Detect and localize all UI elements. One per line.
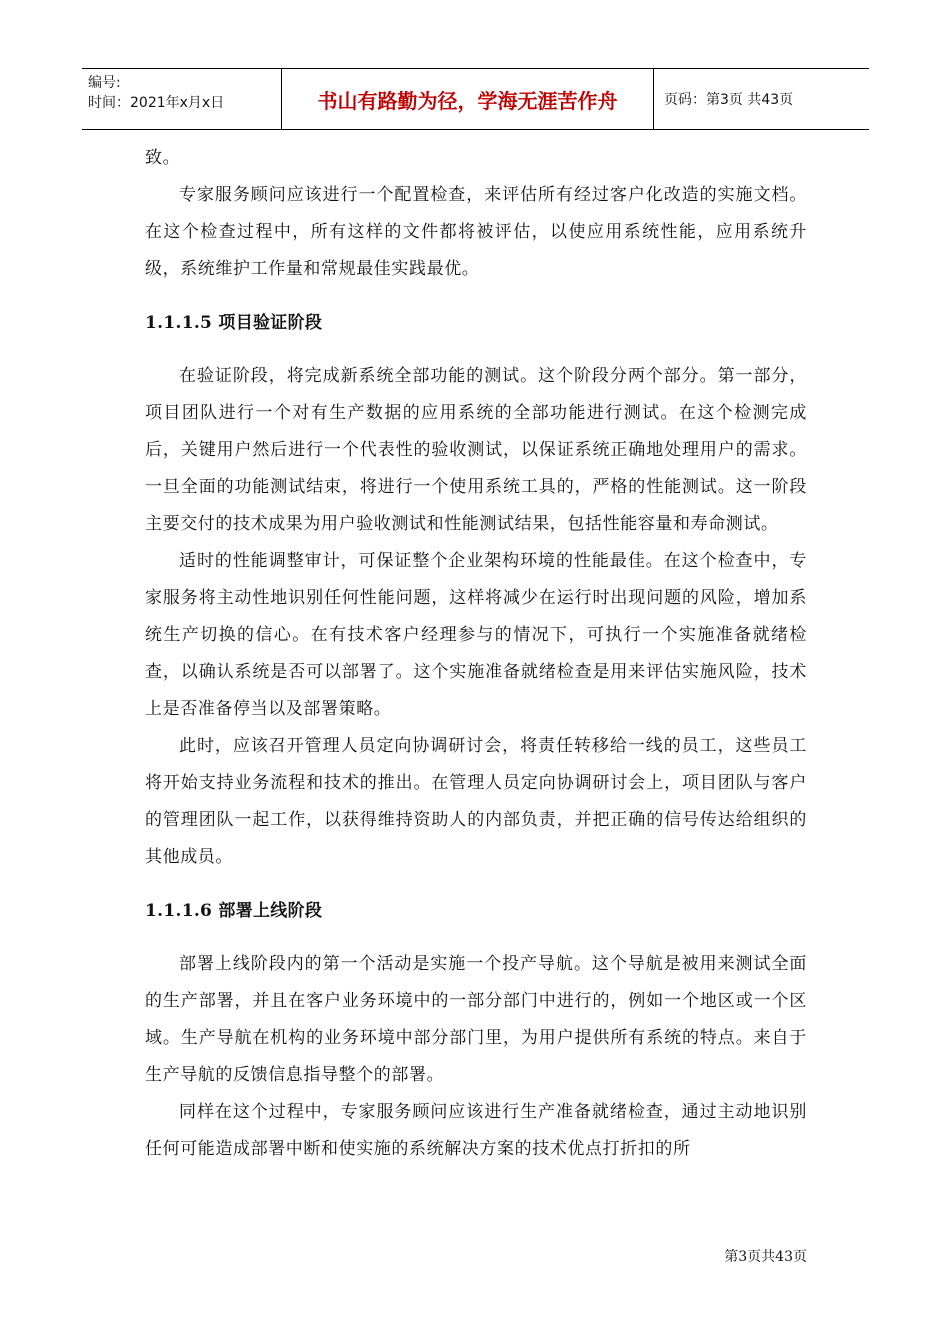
date-label: 时间：2021年x月x日 [88,95,225,111]
paragraph: 在验证阶段，将完成新系统全部功能的测试。这个阶段分两个部分。第一部分，项目团队进行一个对有生产数据的应用系统的全部功能进行测试。在这个检测完成后，关键用户然后进行一个代表性的验收测试，以保证系统正确地处理用户的需求。一旦全面的功能测试结束，将进行一个使用系统工具的，严格的性能测试。这一阶段主要交付的技术成果为用户验收测试和性能测试结果，包括性能容量和寿命测试。 [145,366,807,534]
page-footer: 第3页共43页 [724,1249,807,1265]
paragraph: 部署上线阶段内的第一个活动是实施一个投产导航。这个导航是被用来测试全面的生产部署，并且在客户业务环境中的一部分部门中进行的，例如一个地区或一个区域。生产导航在机构的业务环境中部分部门里，为用户提供所有系统的特点。来自于生产导航的反馈信息指导整个的部署。 [145,954,807,1085]
header-meta [82,69,282,129]
header-page-info: 页码：第3页 共43页 [664,92,794,108]
paragraph: 同样在这个过程中，专家服务顾问应该进行生产准备就绪检查，通过主动地识别任何可能造成部署中断和使实施的系统解决方案的技术优点打折扣的所 [145,1102,807,1159]
paragraph: 适时的性能调整审计，可保证整个企业架构环境的性能最佳。在这个检查中，专家服务将主动性地识别任何性能问题，这样将减少在运行时出现问题的风险，增加系统生产切换的信心。在有技术客户经理参与的情况下，可执行一个实施准备就绪检查，以确认系统是否可以部署了。这个实施准备就绪检查是用来评估实施风险，技术上是否准备停当以及部署策略。 [145,551,807,719]
header-motto: 书山有路勤为径，学海无涯苦作舟 [282,69,654,129]
serial-number-label: 编号: [88,75,121,91]
paragraph-continuation: 致。 [145,148,181,168]
page-header [82,68,869,130]
paragraph: 此时，应该召开管理人员定向协调研讨会，将责任转移给一线的员工，这些员工将开始支持业务流程和技术的推出。在管理人员定向协调研讨会上，项目团队与客户的管理团队一起工作，以获得维持资助人的内部负责，并把正确的信号传达给组织的其他成员。 [145,736,807,867]
document-body [145,140,807,1168]
section-heading-1-1-1-6: 1.1.1.6 部署上线阶段 [145,901,323,921]
section-heading-1-1-1-5: 1.1.1.5 项目验证阶段 [145,313,323,333]
paragraph: 专家服务顾问应该进行一个配置检查，来评估所有经过客户化改造的实施文档。在这个检查过程中，所有这样的文件都将被评估，以使应用系统性能，应用系统升级，系统维护工作量和常规最佳实践最优。 [145,185,807,279]
